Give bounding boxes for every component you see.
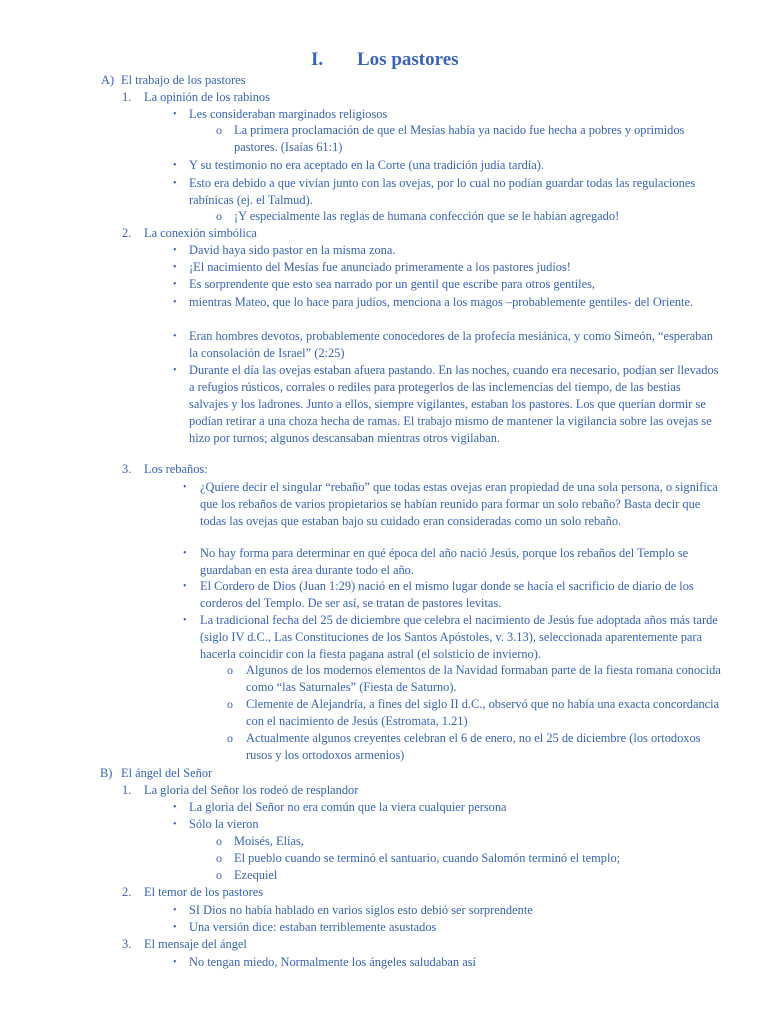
circle-bullet-icon: o (216, 834, 222, 848)
item-text: Durante el día las ovejas estaban afuera pastando. En las noches, cuando era necesario, podían ser llevados a refugios rústicos, corrales o rediles para protegerlos de las inclemencias del tiempo, de las bestias salvajes y los ladrones. Junto a ellos, siempre vigilantes, estaban los pastores. Los que querían dormir se podían retirar a una choza hecha de ramas. El trabajo mismo de mantener la vigilancia sobre las ovejas se hizo por turnos; algunos descansaban mientras otros vigilaban. (189, 363, 719, 445)
item-text: Eran hombres devotos, probablemente conocedores de la profecía mesiánica, y como Simeón, “esperaban la consolación de Israel” (2:25) (189, 329, 713, 360)
bullet-icon: • (173, 331, 177, 342)
item-number: 3. (122, 462, 132, 476)
item-text: La gloria del Señor los rodeó de resplandor (144, 783, 359, 797)
section-text: El trabajo de los pastores (121, 73, 246, 87)
bullet-icon: • (173, 160, 177, 171)
title-number: I. (311, 49, 324, 70)
bullet-icon: • (173, 245, 177, 256)
item-text: Moisés, Elías, (234, 834, 304, 848)
item-text: ¿Quiere decir el singular “rebaño” que todas estas ovejas eran propiedad de una sola persona, o significa que los rebaños de varios propietarios se habían reunido para formar un solo rebaño? Basta decir que todas las ovejas que estaban bajo su cuidado eran consideradas como un solo rebaño. (200, 480, 718, 528)
circle-bullet-icon: o (216, 123, 222, 137)
item-number: 3. (122, 937, 132, 951)
bullet-icon: • (173, 957, 177, 968)
bullet-icon: • (173, 109, 177, 120)
item-text: Y su testimonio no era aceptado en la Corte (una tradición judía tardía). (189, 158, 544, 172)
bullet-icon: • (173, 178, 177, 189)
circle-bullet-icon: o (216, 868, 222, 882)
circle-bullet-icon: o (216, 851, 222, 865)
item-text: Los rebaños: (144, 462, 208, 476)
title-text: Los pastores (357, 49, 459, 70)
bullet-icon: • (173, 819, 177, 830)
item-text: Esto era debido a que vivían junto con las ovejas, por lo cual no podían guardar todas las regulaciones rabínicas (ej. el Talmud). (189, 176, 696, 207)
section-marker: B) (100, 766, 113, 780)
item-text: Sólo la vieron (189, 817, 259, 831)
item-text: La primera proclamación de que el Mesías había ya nacido fue hecha a pobres y oprimidos pastores. (Isaías 61:1) (234, 123, 685, 154)
circle-bullet-icon: o (227, 697, 233, 711)
bullet-icon: • (173, 922, 177, 933)
item-text: David haya sido pastor en la misma zona. (189, 243, 396, 257)
item-number: 1. (122, 90, 132, 104)
bullet-icon: • (173, 905, 177, 916)
bullet-icon: • (173, 262, 177, 273)
section-text: El ángel del Señor (121, 766, 213, 780)
bullet-icon: • (173, 365, 177, 376)
item-text: El mensaje del ángel (144, 937, 247, 951)
item-text: ¡El nacimiento del Mesías fue anunciado primeramente a los pastores judíos! (189, 260, 571, 274)
circle-bullet-icon: o (227, 731, 233, 745)
item-number: 2. (122, 226, 132, 240)
item-text: Ezequiel (234, 868, 278, 882)
item-text: Una versión dice: estaban terriblemente asustados (189, 920, 437, 934)
item-number: 1. (122, 783, 132, 797)
section-marker: A) (101, 73, 115, 87)
item-number: 2. (122, 885, 132, 899)
bullet-icon: • (173, 297, 177, 308)
item-text: No tengan miedo, Normalmente los ángeles saludaban así (189, 955, 476, 969)
bullet-icon: • (183, 482, 187, 493)
item-text: Les consideraban marginados religiosos (189, 107, 388, 121)
item-text: SI Dios no había hablado en varios siglos esto debió ser sorprendente (189, 903, 533, 917)
item-text: La gloria del Señor no era común que la viera cualquier persona (189, 800, 507, 814)
item-text: La tradicional fecha del 25 de diciembre que celebra el nacimiento de Jesús fue adoptada años más tarde (siglo IV d.C., Las Constituciones de los Santos Apóstoles, v. 3.13), seleccionada aparentemente para hacerla coincidir con la fiesta pagana astral (el solsticio de invierno). (200, 613, 718, 661)
item-text: Algunos de los modernos elementos de la Navidad formaban parte de la fiesta romana conocida como “las Saturnales” (Fiesta de Saturno). (246, 663, 721, 694)
item-text: No hay forma para determinar en qué época del año nació Jesús, porque los rebaños del Templo se guardaban en esta área durante todo el año. (200, 546, 689, 577)
item-text: mientras Mateo, que lo hace para judíos, menciona a los magos –probablemente gentiles- del Oriente. (189, 295, 694, 309)
item-text: Clemente de Alejandría, a fines del siglo II d.C., observó que no había una exacta concordancia con el nacimiento de Jesús (Estromata, 1.21) (246, 697, 720, 728)
bullet-icon: • (173, 279, 177, 290)
item-text: La opinión de los rabinos (144, 90, 270, 104)
item-text: ¡Y especialmente las reglas de humana confección que se le habían agregado! (234, 209, 620, 223)
circle-bullet-icon: o (216, 209, 222, 223)
circle-bullet-icon: o (227, 663, 233, 677)
item-text: La conexión simbólica (144, 226, 257, 240)
bullet-icon: • (183, 615, 187, 626)
bullet-icon: • (183, 581, 187, 592)
bullet-icon: • (183, 548, 187, 559)
item-text: Actualmente algunos creyentes celebran el 6 de enero, no el 25 de diciembre (los ortodoxos rusos y los ortodoxos armenios) (246, 731, 701, 762)
item-text: El Cordero de Dios (Juan 1:29) nació en el mismo lugar donde se hacía el sacrificio de diario de los corderos del Templo. De ser así, se tratan de pastores levitas. (200, 579, 694, 610)
bullet-icon: • (173, 802, 177, 813)
item-text: El temor de los pastores (144, 885, 264, 899)
item-text: Es sorprendente que esto sea narrado por un gentil que escribe para otros gentiles, (189, 277, 595, 291)
item-text: El pueblo cuando se terminó el santuario, cuando Salomón terminó el templo; (234, 851, 621, 865)
